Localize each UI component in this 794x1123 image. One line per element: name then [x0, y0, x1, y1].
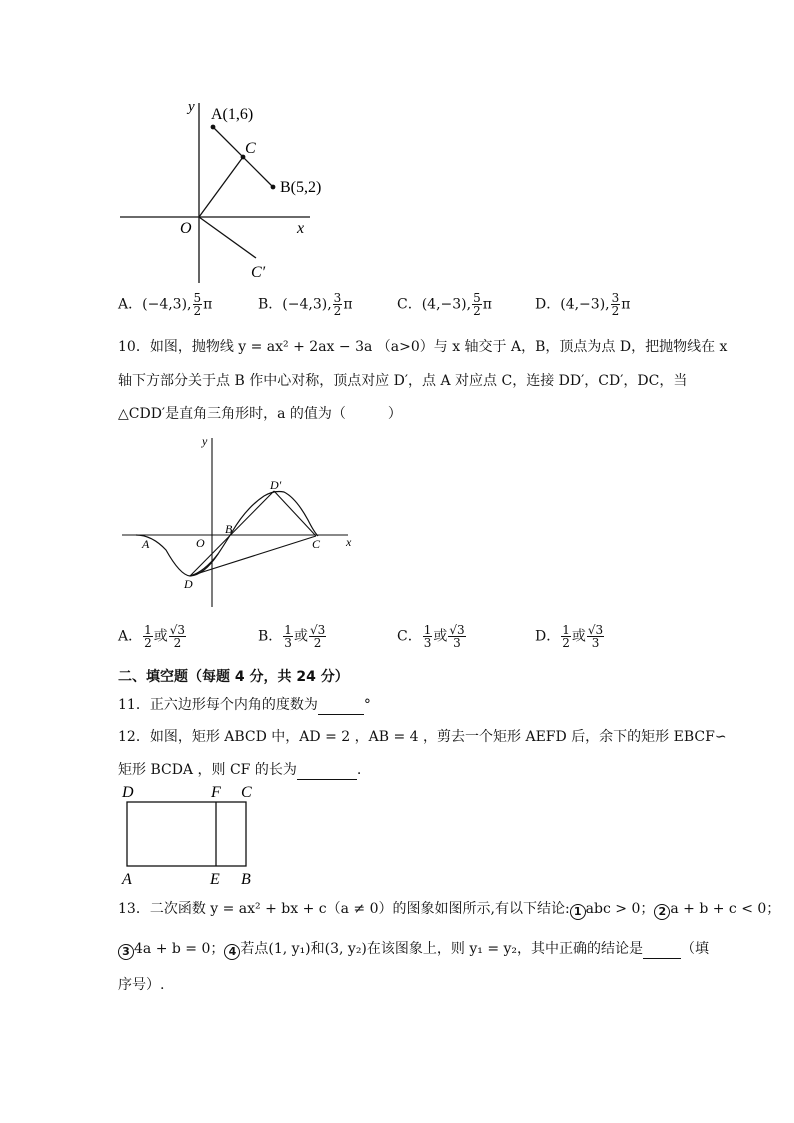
- label-d-prime: D′: [270, 478, 282, 492]
- label-c: C: [241, 784, 252, 801]
- label-b: B: [241, 871, 251, 888]
- label-d: D: [184, 577, 193, 591]
- q9-option-c[interactable]: C．(4,−3), $\frac{5}{2}$ π: [397, 291, 492, 318]
- q12-answer-blank[interactable]: [297, 761, 357, 780]
- q10-option-b[interactable]: B． $\frac{1}{3}$ 或 $\frac{√3}{2}$: [258, 623, 326, 650]
- reflected-curve: [190, 554, 218, 576]
- label-d: D: [122, 784, 134, 801]
- q11-answer-blank[interactable]: [318, 696, 364, 715]
- label-c: C: [312, 537, 321, 551]
- q13-line-3: 序号）.: [118, 977, 165, 993]
- rectangle-abcd: [127, 802, 246, 866]
- q10-option-a[interactable]: A． $\frac{1}{2}$ 或 $\frac{√3}{2}$: [118, 623, 186, 650]
- label-c: C: [245, 140, 256, 157]
- q12-line-1: 12．如图，矩形 ABCD 中，AD = 2 ，AB = 4 ，剪去一个矩形 AEFD 后，余下的矩形 EBCF∽: [118, 729, 727, 745]
- label-o: O: [196, 536, 205, 550]
- label-a: A: [142, 537, 150, 551]
- label-b: B: [225, 522, 233, 536]
- label-y: y: [202, 434, 208, 448]
- q10-option-c[interactable]: C． $\frac{1}{3}$ 或 $\frac{√3}{3}$: [397, 623, 465, 650]
- circled-1: 1: [570, 904, 586, 920]
- segment-oc-prime: [199, 217, 256, 258]
- q13-line-1: 13．二次函数 y = ax² + bx + c（a ≠ 0）的图象如图所示,有以下结论: 1 abc > 0； 2 a + b + c < 0；: [118, 901, 781, 918]
- q13-answer-blank[interactable]: [643, 940, 681, 959]
- q9-option-b[interactable]: B．(−4,3), $\frac{3}{2}$ π: [258, 291, 353, 318]
- point-b: [271, 185, 276, 190]
- q10-line-3: △CDD′是直角三角形时，a 的值为（ ）: [118, 406, 402, 422]
- q9-option-d[interactable]: D．(4,−3), $\frac{3}{2}$ π: [535, 291, 631, 318]
- label-a: A: [122, 871, 132, 888]
- q10-line-2: 轴下方部分关于点 B 作中心对称，顶点对应 D′，点 A 对应点 C，连接 DD′，CD′，DC，当: [118, 373, 688, 389]
- segment-oc: [199, 157, 243, 217]
- figure-coordinate-rotation: [110, 95, 350, 295]
- q13-line-2: 3 4a + b = 0； 4 若点(1, y₁)和(3, y₂)在该图象上，则 y₁ = y₂，其中正确的结论是 （填: [118, 940, 709, 960]
- label-x: x: [346, 535, 352, 549]
- label-o: O: [180, 220, 192, 237]
- label-f: F: [211, 784, 221, 801]
- q12-line-2: 矩形 BCDA ，则 CF 的长为 .: [118, 762, 362, 778]
- label-e: E: [210, 871, 220, 888]
- q11: 11．正六边形每个内角的度数为 °: [118, 697, 371, 713]
- section-heading: 二、填空题（每题 4 分，共 24 分）: [118, 669, 349, 685]
- label-y: y: [188, 99, 195, 115]
- segment-cd-prime: [274, 491, 316, 536]
- q10-line-1: 10．如图，抛物线 y = ax² + 2ax − 3a （a>0）与 x 轴交于 A，B，顶点为点 D，把抛物线在 x: [118, 339, 728, 355]
- circled-2: 2: [654, 904, 670, 920]
- point-a: [211, 125, 216, 130]
- label-a: A(1,6): [211, 106, 254, 123]
- q9-option-a[interactable]: A．(−4,3), $\frac{5}{2}$ π: [118, 291, 213, 318]
- circled-4: 4: [224, 944, 240, 960]
- label-x: x: [297, 220, 305, 237]
- figure-rectangle: [116, 780, 266, 890]
- q10-option-d[interactable]: D． $\frac{1}{2}$ 或 $\frac{√3}{3}$: [535, 623, 604, 650]
- q10-options: [118, 624, 678, 660]
- segment-dc: [190, 536, 316, 576]
- label-c-prime: C′: [251, 264, 266, 281]
- figure-parabola: [118, 432, 368, 612]
- circled-3: 3: [118, 944, 134, 960]
- label-b: B(5,2): [280, 179, 322, 196]
